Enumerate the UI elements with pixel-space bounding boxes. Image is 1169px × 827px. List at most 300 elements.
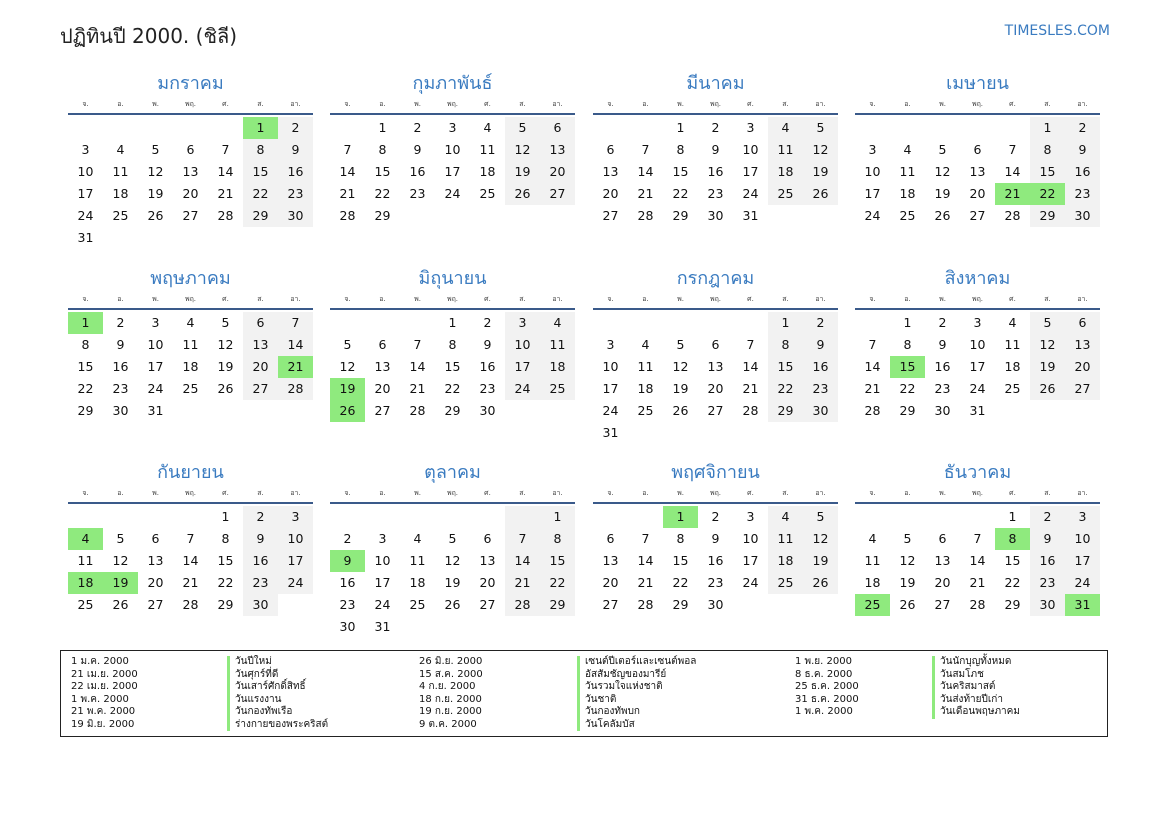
day-cell[interactable]: 26: [1030, 378, 1065, 400]
day-cell[interactable]: 25: [182, 381, 199, 396]
day-cell[interactable]: 29: [899, 403, 916, 418]
day-cell[interactable]: 3: [378, 531, 387, 546]
day-cell[interactable]: 10: [444, 142, 461, 157]
day-cell[interactable]: 26: [803, 183, 838, 205]
day-cell[interactable]: 16: [479, 359, 496, 374]
day-cell[interactable]: 28: [505, 594, 540, 616]
day-cell[interactable]: 11: [112, 164, 129, 179]
day-cell[interactable]: 24: [278, 572, 313, 594]
day-cell[interactable]: 5: [676, 337, 685, 352]
day-cell[interactable]: 7: [186, 531, 195, 546]
day-cell[interactable]: 7: [343, 142, 352, 157]
day-cell[interactable]: 24: [1065, 572, 1100, 594]
day-cell[interactable]: 30: [707, 597, 724, 612]
day-cell[interactable]: 27: [182, 208, 199, 223]
day-cell[interactable]: 19: [1030, 356, 1065, 378]
day-cell[interactable]: 11: [540, 334, 575, 356]
day-cell[interactable]: 11: [637, 359, 654, 374]
day-cell[interactable]: 4: [116, 142, 125, 157]
day-cell[interactable]: 8: [540, 528, 575, 550]
day-cell[interactable]: 7: [221, 142, 230, 157]
day-cell[interactable]: 21: [742, 381, 759, 396]
day-cell[interactable]: 20: [243, 356, 278, 378]
day-cell[interactable]: 26: [147, 208, 164, 223]
day-cell[interactable]: 12: [444, 553, 461, 568]
day-cell[interactable]: 6: [540, 117, 575, 139]
day-cell[interactable]: 14: [637, 164, 654, 179]
day-cell[interactable]: 16: [707, 164, 724, 179]
day-cell[interactable]: 10: [742, 142, 759, 157]
day-cell[interactable]: 31: [77, 230, 94, 245]
day-cell[interactable]: 7: [746, 337, 755, 352]
day-cell[interactable]: 18: [637, 381, 654, 396]
day-cell[interactable]: 26: [803, 572, 838, 594]
holiday-day-cell[interactable]: 26: [330, 400, 365, 422]
day-cell[interactable]: 14: [864, 359, 881, 374]
day-cell[interactable]: 6: [711, 337, 720, 352]
day-cell[interactable]: 5: [938, 142, 947, 157]
day-cell[interactable]: 4: [768, 506, 803, 528]
day-cell[interactable]: 16: [1030, 550, 1065, 572]
day-cell[interactable]: 27: [934, 597, 951, 612]
day-cell[interactable]: 4: [483, 120, 492, 135]
holiday-day-cell[interactable]: 1: [663, 506, 698, 528]
day-cell[interactable]: 30: [934, 403, 951, 418]
day-cell[interactable]: 17: [742, 553, 759, 568]
day-cell[interactable]: 2: [413, 120, 422, 135]
day-cell[interactable]: 18: [768, 550, 803, 572]
day-cell[interactable]: 7: [641, 531, 650, 546]
day-cell[interactable]: 14: [278, 334, 313, 356]
day-cell[interactable]: 21: [217, 186, 234, 201]
day-cell[interactable]: 17: [147, 359, 164, 374]
day-cell[interactable]: 27: [479, 597, 496, 612]
day-cell[interactable]: 9: [803, 334, 838, 356]
day-cell[interactable]: 24: [742, 575, 759, 590]
day-cell[interactable]: 10: [77, 164, 94, 179]
day-cell[interactable]: 23: [479, 381, 496, 396]
day-cell[interactable]: 29: [768, 400, 803, 422]
holiday-day-cell[interactable]: 1: [243, 117, 278, 139]
holiday-day-cell[interactable]: 9: [330, 550, 365, 572]
day-cell[interactable]: 21: [637, 186, 654, 201]
day-cell[interactable]: 21: [637, 575, 654, 590]
holiday-day-cell[interactable]: 19: [103, 572, 138, 594]
day-cell[interactable]: 28: [637, 597, 654, 612]
day-cell[interactable]: 16: [339, 575, 356, 590]
day-cell[interactable]: 29: [1030, 205, 1065, 227]
day-cell[interactable]: 16: [1065, 161, 1100, 183]
day-cell[interactable]: 25: [112, 208, 129, 223]
day-cell[interactable]: 14: [339, 164, 356, 179]
day-cell[interactable]: 15: [672, 553, 689, 568]
day-cell[interactable]: 6: [186, 142, 195, 157]
day-cell[interactable]: 19: [444, 575, 461, 590]
day-cell[interactable]: 29: [540, 594, 575, 616]
day-cell[interactable]: 3: [973, 315, 982, 330]
day-cell[interactable]: 15: [1030, 161, 1065, 183]
day-cell[interactable]: 18: [864, 575, 881, 590]
day-cell[interactable]: 2: [711, 509, 720, 524]
day-cell[interactable]: 19: [672, 381, 689, 396]
day-cell[interactable]: 29: [672, 208, 689, 223]
day-cell[interactable]: 10: [969, 337, 986, 352]
day-cell[interactable]: 11: [768, 528, 803, 550]
day-cell[interactable]: 22: [768, 378, 803, 400]
day-cell[interactable]: 13: [602, 164, 619, 179]
day-cell[interactable]: 7: [278, 312, 313, 334]
day-cell[interactable]: 14: [742, 359, 759, 374]
day-cell[interactable]: 30: [278, 205, 313, 227]
day-cell[interactable]: 25: [1004, 381, 1021, 396]
day-cell[interactable]: 25: [768, 572, 803, 594]
day-cell[interactable]: 21: [864, 381, 881, 396]
day-cell[interactable]: 18: [899, 186, 916, 201]
day-cell[interactable]: 17: [505, 356, 540, 378]
day-cell[interactable]: 15: [444, 359, 461, 374]
day-cell[interactable]: 1: [540, 506, 575, 528]
day-cell[interactable]: 10: [742, 531, 759, 546]
day-cell[interactable]: 10: [864, 164, 881, 179]
day-cell[interactable]: 14: [409, 359, 426, 374]
day-cell[interactable]: 16: [409, 164, 426, 179]
day-cell[interactable]: 21: [969, 575, 986, 590]
day-cell[interactable]: 9: [116, 337, 125, 352]
holiday-day-cell[interactable]: 4: [68, 528, 103, 550]
day-cell[interactable]: 5: [343, 337, 352, 352]
day-cell[interactable]: 28: [217, 208, 234, 223]
day-cell[interactable]: 25: [768, 183, 803, 205]
day-cell[interactable]: 11: [864, 553, 881, 568]
day-cell[interactable]: 25: [77, 597, 94, 612]
day-cell[interactable]: 27: [243, 378, 278, 400]
holiday-day-cell[interactable]: 18: [68, 572, 103, 594]
day-cell[interactable]: 24: [147, 381, 164, 396]
day-cell[interactable]: 1: [1030, 117, 1065, 139]
day-cell[interactable]: 16: [112, 359, 129, 374]
day-cell[interactable]: 20: [182, 186, 199, 201]
day-cell[interactable]: 27: [707, 403, 724, 418]
day-cell[interactable]: 6: [243, 312, 278, 334]
day-cell[interactable]: 2: [1065, 117, 1100, 139]
day-cell[interactable]: 30: [339, 619, 356, 634]
day-cell[interactable]: 12: [803, 139, 838, 161]
day-cell[interactable]: 27: [540, 183, 575, 205]
day-cell[interactable]: 12: [899, 553, 916, 568]
day-cell[interactable]: 13: [969, 164, 986, 179]
day-cell[interactable]: 10: [602, 359, 619, 374]
day-cell[interactable]: 7: [868, 337, 877, 352]
day-cell[interactable]: 5: [151, 142, 160, 157]
day-cell[interactable]: 4: [641, 337, 650, 352]
day-cell[interactable]: 3: [746, 120, 755, 135]
day-cell[interactable]: 11: [1004, 337, 1021, 352]
day-cell[interactable]: 21: [409, 381, 426, 396]
day-cell[interactable]: 18: [768, 161, 803, 183]
day-cell[interactable]: 29: [444, 403, 461, 418]
day-cell[interactable]: 30: [112, 403, 129, 418]
holiday-day-cell[interactable]: 31: [1065, 594, 1100, 616]
day-cell[interactable]: 2: [483, 315, 492, 330]
day-cell[interactable]: 3: [746, 509, 755, 524]
day-cell[interactable]: 20: [374, 381, 391, 396]
day-cell[interactable]: 5: [116, 531, 125, 546]
day-cell[interactable]: 1: [676, 120, 685, 135]
day-cell[interactable]: 27: [602, 208, 619, 223]
day-cell[interactable]: 18: [182, 359, 199, 374]
holiday-day-cell[interactable]: 21: [278, 356, 313, 378]
day-cell[interactable]: 4: [413, 531, 422, 546]
day-cell[interactable]: 3: [1065, 506, 1100, 528]
day-cell[interactable]: 28: [182, 597, 199, 612]
day-cell[interactable]: 31: [742, 208, 759, 223]
day-cell[interactable]: 15: [217, 553, 234, 568]
day-cell[interactable]: 27: [969, 208, 986, 223]
day-cell[interactable]: 9: [711, 142, 720, 157]
day-cell[interactable]: 22: [672, 575, 689, 590]
day-cell[interactable]: 16: [934, 359, 951, 374]
day-cell[interactable]: 2: [116, 315, 125, 330]
day-cell[interactable]: 2: [243, 506, 278, 528]
day-cell[interactable]: 24: [602, 403, 619, 418]
day-cell[interactable]: 1: [1008, 509, 1017, 524]
day-cell[interactable]: 24: [969, 381, 986, 396]
day-cell[interactable]: 22: [243, 183, 278, 205]
day-cell[interactable]: 8: [676, 531, 685, 546]
day-cell[interactable]: 1: [768, 312, 803, 334]
day-cell[interactable]: 22: [77, 381, 94, 396]
day-cell[interactable]: 22: [899, 381, 916, 396]
day-cell[interactable]: 29: [672, 597, 689, 612]
day-cell[interactable]: 31: [374, 619, 391, 634]
day-cell[interactable]: 25: [899, 208, 916, 223]
day-cell[interactable]: 17: [444, 164, 461, 179]
day-cell[interactable]: 30: [479, 403, 496, 418]
day-cell[interactable]: 17: [278, 550, 313, 572]
day-cell[interactable]: 17: [864, 186, 881, 201]
day-cell[interactable]: 9: [483, 337, 492, 352]
day-cell[interactable]: 3: [448, 120, 457, 135]
day-cell[interactable]: 12: [1030, 334, 1065, 356]
day-cell[interactable]: 17: [969, 359, 986, 374]
day-cell[interactable]: 19: [899, 575, 916, 590]
holiday-day-cell[interactable]: 19: [330, 378, 365, 400]
day-cell[interactable]: 24: [444, 186, 461, 201]
day-cell[interactable]: 28: [864, 403, 881, 418]
day-cell[interactable]: 20: [602, 186, 619, 201]
day-cell[interactable]: 11: [768, 139, 803, 161]
day-cell[interactable]: 20: [540, 161, 575, 183]
day-cell[interactable]: 17: [1065, 550, 1100, 572]
day-cell[interactable]: 12: [803, 528, 838, 550]
day-cell[interactable]: 10: [374, 553, 391, 568]
day-cell[interactable]: 19: [505, 161, 540, 183]
day-cell[interactable]: 9: [278, 139, 313, 161]
day-cell[interactable]: 17: [77, 186, 94, 201]
day-cell[interactable]: 4: [868, 531, 877, 546]
day-cell[interactable]: 14: [505, 550, 540, 572]
day-cell[interactable]: 16: [803, 356, 838, 378]
day-cell[interactable]: 15: [540, 550, 575, 572]
day-cell[interactable]: 26: [112, 597, 129, 612]
day-cell[interactable]: 28: [1004, 208, 1021, 223]
day-cell[interactable]: 23: [934, 381, 951, 396]
day-cell[interactable]: 8: [1030, 139, 1065, 161]
day-cell[interactable]: 1: [903, 315, 912, 330]
day-cell[interactable]: 13: [374, 359, 391, 374]
day-cell[interactable]: 9: [938, 337, 947, 352]
day-cell[interactable]: 2: [278, 117, 313, 139]
day-cell[interactable]: 4: [186, 315, 195, 330]
day-cell[interactable]: 3: [278, 506, 313, 528]
day-cell[interactable]: 27: [147, 597, 164, 612]
day-cell[interactable]: 11: [899, 164, 916, 179]
day-cell[interactable]: 30: [1030, 594, 1065, 616]
day-cell[interactable]: 9: [1065, 139, 1100, 161]
day-cell[interactable]: 19: [803, 550, 838, 572]
day-cell[interactable]: 23: [409, 186, 426, 201]
day-cell[interactable]: 3: [505, 312, 540, 334]
day-cell[interactable]: 17: [742, 164, 759, 179]
day-cell[interactable]: 29: [374, 208, 391, 223]
day-cell[interactable]: 27: [602, 597, 619, 612]
day-cell[interactable]: 24: [742, 186, 759, 201]
day-cell[interactable]: 3: [151, 315, 160, 330]
day-cell[interactable]: 21: [182, 575, 199, 590]
day-cell[interactable]: 12: [672, 359, 689, 374]
day-cell[interactable]: 14: [637, 553, 654, 568]
day-cell[interactable]: 25: [637, 403, 654, 418]
day-cell[interactable]: 4: [903, 142, 912, 157]
day-cell[interactable]: 8: [768, 334, 803, 356]
day-cell[interactable]: 22: [672, 186, 689, 201]
day-cell[interactable]: 16: [707, 553, 724, 568]
day-cell[interactable]: 2: [938, 315, 947, 330]
day-cell[interactable]: 12: [934, 164, 951, 179]
day-cell[interactable]: 18: [479, 164, 496, 179]
day-cell[interactable]: 3: [81, 142, 90, 157]
day-cell[interactable]: 28: [339, 208, 356, 223]
day-cell[interactable]: 13: [707, 359, 724, 374]
day-cell[interactable]: 3: [606, 337, 615, 352]
day-cell[interactable]: 9: [243, 528, 278, 550]
day-cell[interactable]: 23: [243, 572, 278, 594]
day-cell[interactable]: 8: [221, 531, 230, 546]
day-cell[interactable]: 4: [768, 117, 803, 139]
day-cell[interactable]: 13: [182, 164, 199, 179]
day-cell[interactable]: 21: [505, 572, 540, 594]
day-cell[interactable]: 5: [221, 315, 230, 330]
holiday-day-cell[interactable]: 15: [890, 356, 925, 378]
day-cell[interactable]: 14: [1004, 164, 1021, 179]
day-cell[interactable]: 11: [479, 142, 496, 157]
day-cell[interactable]: 6: [973, 142, 982, 157]
day-cell[interactable]: 18: [540, 356, 575, 378]
day-cell[interactable]: 26: [217, 381, 234, 396]
day-cell[interactable]: 31: [147, 403, 164, 418]
day-cell[interactable]: 25: [540, 378, 575, 400]
day-cell[interactable]: 8: [448, 337, 457, 352]
day-cell[interactable]: 13: [540, 139, 575, 161]
day-cell[interactable]: 29: [77, 403, 94, 418]
day-cell[interactable]: 15: [1004, 553, 1021, 568]
day-cell[interactable]: 6: [1065, 312, 1100, 334]
day-cell[interactable]: 10: [505, 334, 540, 356]
day-cell[interactable]: 13: [602, 553, 619, 568]
day-cell[interactable]: 28: [637, 208, 654, 223]
day-cell[interactable]: 22: [217, 575, 234, 590]
day-cell[interactable]: 8: [676, 142, 685, 157]
day-cell[interactable]: 9: [711, 531, 720, 546]
day-cell[interactable]: 26: [899, 597, 916, 612]
day-cell[interactable]: 7: [505, 528, 540, 550]
day-cell[interactable]: 16: [243, 550, 278, 572]
day-cell[interactable]: 7: [973, 531, 982, 546]
day-cell[interactable]: 4: [1008, 315, 1017, 330]
day-cell[interactable]: 18: [1004, 359, 1021, 374]
day-cell[interactable]: 27: [1065, 378, 1100, 400]
day-cell[interactable]: 18: [112, 186, 129, 201]
day-cell[interactable]: 5: [448, 531, 457, 546]
day-cell[interactable]: 10: [278, 528, 313, 550]
day-cell[interactable]: 23: [1065, 183, 1100, 205]
day-cell[interactable]: 30: [1065, 205, 1100, 227]
site-link[interactable]: TIMESLES.COM: [1004, 23, 1110, 39]
day-cell[interactable]: 17: [374, 575, 391, 590]
day-cell[interactable]: 10: [147, 337, 164, 352]
day-cell[interactable]: 8: [903, 337, 912, 352]
day-cell[interactable]: 6: [151, 531, 160, 546]
day-cell[interactable]: 7: [1008, 142, 1017, 157]
day-cell[interactable]: 2: [803, 312, 838, 334]
day-cell[interactable]: 26: [934, 208, 951, 223]
day-cell[interactable]: 27: [374, 403, 391, 418]
day-cell[interactable]: 20: [969, 186, 986, 201]
day-cell[interactable]: 15: [374, 164, 391, 179]
day-cell[interactable]: 20: [479, 575, 496, 590]
day-cell[interactable]: 4: [540, 312, 575, 334]
day-cell[interactable]: 25: [409, 597, 426, 612]
day-cell[interactable]: 31: [602, 425, 619, 440]
day-cell[interactable]: 23: [112, 381, 129, 396]
day-cell[interactable]: 13: [934, 553, 951, 568]
day-cell[interactable]: 11: [182, 337, 199, 352]
day-cell[interactable]: 23: [339, 597, 356, 612]
day-cell[interactable]: 8: [81, 337, 90, 352]
day-cell[interactable]: 12: [112, 553, 129, 568]
day-cell[interactable]: 15: [768, 356, 803, 378]
holiday-day-cell[interactable]: 8: [995, 528, 1030, 550]
day-cell[interactable]: 26: [505, 183, 540, 205]
day-cell[interactable]: 14: [969, 553, 986, 568]
day-cell[interactable]: 11: [409, 553, 426, 568]
day-cell[interactable]: 15: [243, 161, 278, 183]
day-cell[interactable]: 12: [505, 139, 540, 161]
holiday-day-cell[interactable]: 25: [855, 594, 890, 616]
day-cell[interactable]: 23: [707, 575, 724, 590]
day-cell[interactable]: 13: [479, 553, 496, 568]
day-cell[interactable]: 17: [602, 381, 619, 396]
day-cell[interactable]: 10: [1065, 528, 1100, 550]
day-cell[interactable]: 30: [243, 594, 278, 616]
day-cell[interactable]: 16: [278, 161, 313, 183]
day-cell[interactable]: 2: [343, 531, 352, 546]
day-cell[interactable]: 24: [505, 378, 540, 400]
day-cell[interactable]: 11: [77, 553, 94, 568]
day-cell[interactable]: 15: [672, 164, 689, 179]
holiday-day-cell[interactable]: 21: [995, 183, 1030, 205]
day-cell[interactable]: 1: [378, 120, 387, 135]
